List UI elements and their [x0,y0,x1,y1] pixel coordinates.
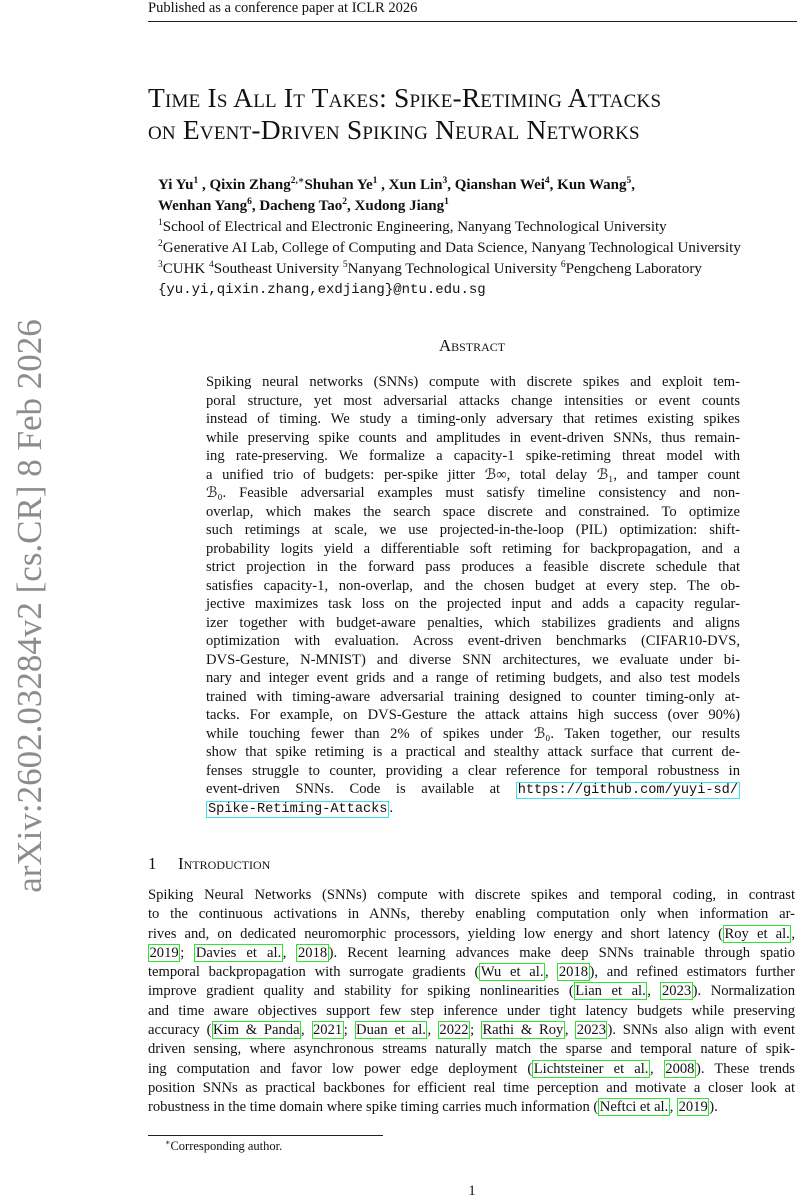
text-run: show that spike retiming is a practical and stealthy attack surface that current de- [206,744,740,760]
text-line [148,905,795,924]
text-line [148,1098,795,1117]
text-line [148,886,795,905]
citation-link[interactable]: 2019 [149,944,179,961]
citation-link[interactable]: 2019 [678,1099,708,1116]
affiliation-superscript: 3 [158,260,163,270]
text-run: tacks. For example, on DVS-Gesture the attack attains high success (over 90%) [206,707,740,723]
affiliation-superscript: 6 [247,197,252,207]
text-run: such retimings at scale, we use projected-in-the-loop (PIL) optimization: shift- [206,522,740,538]
text-run: overlap, which makes the search space discrete and constrained. To optimize [206,503,740,520]
section-heading-introduction [148,854,270,874]
text-line [206,651,740,670]
affiliation-superscript: 1 [372,176,378,186]
text-line [148,1040,795,1059]
affiliation-superscript: 4 [544,176,550,186]
text-run: satisfies capacity-1, non-overlap, and the chosen budget at every step. The ob- [206,577,740,594]
text-run: robustness in the time domain where spike timing carries much information ( [148,1099,599,1116]
author-block [158,175,741,301]
text-run: ), and refined estimators further [589,964,796,981]
text-run: {yu.yi,qixin.zhang,exdjiang}@ntu.edu.sg [158,282,486,298]
affiliation-superscript: 1 [193,176,199,186]
text-line [148,944,795,963]
citation-link[interactable]: Davies et al. [195,944,282,961]
affiliation-superscript: 1 [444,197,449,207]
text-run: ing computation and favor low power edge deployment ( [148,1060,533,1077]
affiliation-line [158,217,741,238]
text-run: ). Normalization [692,983,796,1000]
text-run: temporal backpropagation with surrogate gradients ( [148,964,480,981]
text-run: , Dacheng Tao [251,198,343,214]
text-line [206,743,740,762]
text-line [206,558,740,577]
text-line [206,614,740,633]
text-run: , Kun Wang [549,177,627,193]
text-run: . [389,799,394,816]
text-run: , [649,1060,664,1077]
text-run: , [631,177,636,193]
abstract-body [206,373,740,817]
text-run: Wenhan Yang [158,198,248,214]
text-run: izer together with budget-aware penalties, which stabilizes gradients and aligns [206,614,740,631]
paper-title [148,82,797,146]
affiliation-superscript: 2 [158,239,163,249]
text-run: , Qixin Zhang [198,177,291,193]
affiliation-superscript: 2,∗ [290,176,305,186]
text-run: , Xudong Jiang [347,198,445,214]
affiliation-superscript: 2 [342,197,348,207]
text-run: Yi Yu [158,177,194,193]
text-line [206,762,740,781]
text-line [206,688,740,707]
citation-link[interactable]: Lian et al. [575,983,646,1000]
text-run: ; [180,944,195,961]
footnote [165,1139,282,1154]
text-line [206,632,740,651]
text-line [148,963,795,982]
text-run: , [791,925,795,942]
citation-link[interactable]: Neftci et al. [599,1099,669,1116]
citation-link[interactable]: Rathi & Roy [482,1022,564,1039]
author-names-line [158,196,741,217]
affiliation-line [158,259,741,280]
citation-link[interactable]: 2023 [576,1022,606,1039]
arxiv-identifier-stamp: arXiv:2602.03284v2 [cs.CR] 8 Feb 2026 [10,319,49,893]
text-run: accuracy ( [148,1022,212,1039]
text-run: , [544,964,558,981]
text-run: ℬ₀. Feasible adversarial examples must satisfy timeline consistency and non- [206,485,740,501]
text-run: strict projection in the forward pass produces a feasible discrete schedule that [206,559,740,575]
text-run: ). These trends [695,1060,795,1077]
citation-link[interactable]: Duan et al. [356,1022,426,1039]
affiliation-line [158,238,741,259]
text-run: trained with timing-aware adversarial training designed to counter timing-only at- [206,688,740,705]
text-line [148,1002,795,1021]
running-header: Published as a conference paper at ICLR 2026 [148,0,418,16]
text-run: rives and, on dedicated neuromorphic processors, yielding low energy and short latency ( [148,925,723,942]
text-run: , [669,1099,678,1116]
text-run: and time aware objectives support few step inference under tight latency budgets while preserving [148,1002,795,1019]
header-rule [148,21,797,22]
text-run: while preserving spike counts and amplitudes in event-driven SNNs, thus remain- [206,429,740,446]
footnote-rule [148,1135,383,1136]
text-run: ing rate-preserving. We formalize a capacity-1 spike-retiming threat model with [206,448,740,464]
text-line [206,799,740,818]
text-run: poral structure, yet most adversarial attacks change intensities or event counts [206,392,740,409]
text-run: , [282,944,297,961]
affiliation-superscript: 4 [209,260,214,270]
text-run: School of Electrical and Electronic Engineering, Nanyang Technological University [162,219,667,235]
text-line [206,706,740,725]
text-line [148,982,795,1001]
text-line [206,373,740,392]
text-run: ). SNNs also align with event [607,1022,796,1039]
code-url-link[interactable]: https://github.com/yuyi-sd/ [517,783,738,798]
text-run: jective maximizes task loss on the projected input and adds a capacity regular- [206,596,740,612]
text-run: Shuhan Ye [304,177,373,193]
citation-link[interactable]: 2023 [661,983,692,1000]
text-run: ; [343,1022,355,1039]
text-line [148,1021,795,1040]
text-run: ). [709,1099,718,1116]
text-run: Generative AI Lab, College of Computing and Data Science, Nanyang Technological University [162,240,741,256]
text-line [206,503,740,522]
text-run: driven sensing, where asynchronous streams naturally match the sparse and temporal nature of spik- [148,1041,795,1058]
title-line-2: on Event-Driven Spiking Neural Networks [148,114,640,145]
text-run: Spiking Neural Networks (SNNs) compute with discrete spikes and temporal coding, in contrast [148,887,795,903]
text-run: Pengcheng Laboratory [565,261,702,277]
text-line [148,1060,795,1079]
text-run: , [301,1022,312,1039]
citation-link[interactable]: 2008 [665,1060,695,1077]
text-run: , [564,1022,576,1039]
text-run: Southeast University [213,261,343,277]
affiliation-superscript: 3 [442,176,448,186]
text-run: , [647,983,661,1000]
citation-link[interactable]: Lichtsteiner et al. [533,1060,649,1077]
citation-link[interactable]: 2021 [313,1022,343,1039]
citation-link[interactable]: 2018 [297,944,328,961]
title-line-1: Time Is All It Takes: Spike-Retiming Attacks [148,82,662,113]
footnote-text: Corresponding author. [170,1139,283,1153]
affiliation-superscript: 6 [560,260,566,270]
abstract-heading: Abstract [438,336,506,355]
text-run: optimization with evaluation. Across event-driven benchmarks (CIFAR10-DVS, [206,633,740,649]
text-run: , Qianshan Wei [447,177,545,193]
text-run: fenses struggle to counter, providing a clear reference for temporal robustness in [206,762,740,779]
text-run: event-driven SNNs. Code is available at [206,781,516,797]
citation-link[interactable]: Roy et al. [724,925,790,942]
citation-link[interactable]: 2022 [439,1022,469,1039]
text-line [206,577,740,596]
section-number: 1 [148,854,157,873]
text-line [206,466,740,485]
text-run: ; [470,1022,481,1039]
text-line [206,484,740,503]
text-run: DVS-Gesture, N-MNIST) and diverse SNN architectures, we evaluate under bi- [206,651,740,668]
affiliation-superscript: 5 [626,176,632,186]
text-line [206,429,740,448]
citation-link[interactable]: Wu et al. [480,964,544,981]
page-number: 1 [468,1183,476,1199]
text-line [206,410,740,429]
text-line [206,540,740,559]
text-run: a unified trio of budgets: per-spike jitter ℬ∞, total delay ℬ₁, and tamper count [206,466,740,483]
citation-link[interactable]: Kim & Panda [213,1022,300,1039]
text-line [148,925,795,944]
section-title: Introduction [178,854,271,873]
text-line [148,1079,795,1098]
text-run: improve gradient quality and stability for spiking nonlinearities ( [148,983,574,1000]
affiliation-superscript: 1 [158,218,163,228]
citation-link[interactable]: 2018 [558,964,589,981]
text-run: , [427,1022,438,1039]
text-run: instead of timing. We study a timing-only adversary that retimes existing spikes [206,411,740,427]
text-run: nary and integer event grids and a range of retiming budgets, and also test models [206,670,740,686]
text-line [206,595,740,614]
author-names-line [158,175,741,196]
author-emails [158,280,741,301]
affiliation-superscript: 5 [342,260,348,270]
text-run: CUHK [162,261,210,277]
text-line [206,780,740,799]
introduction-body [148,886,795,1118]
text-line [206,521,740,540]
text-run: probability logits yield a differentiable soft retiming for backpropagation, and a [206,540,740,557]
text-run: Nanyang Technological University [347,261,561,277]
text-run: , Xun Lin [377,177,443,193]
footnote-mark: ∗ [165,1138,171,1147]
text-run: position SNNs as practical backbones for efficient real time perception and motivate a closer look at [148,1079,795,1096]
text-run: while touching fewer than 2% of spikes under ℬ₀. Taken together, our results [206,725,740,742]
text-line [206,392,740,411]
code-url-link[interactable]: Spike-Retiming-Attacks [208,801,388,817]
text-line [206,725,740,744]
text-run: to the continuous activations in ANNs, thereby enabling computation only when information ar- [148,906,795,923]
text-line [206,669,740,688]
text-line [206,447,740,466]
text-run: Spiking neural networks (SNNs) compute with discrete spikes and exploit tem- [206,374,740,390]
text-run: ). Recent learning advances make deep SNNs trainable through spatio [328,944,796,961]
